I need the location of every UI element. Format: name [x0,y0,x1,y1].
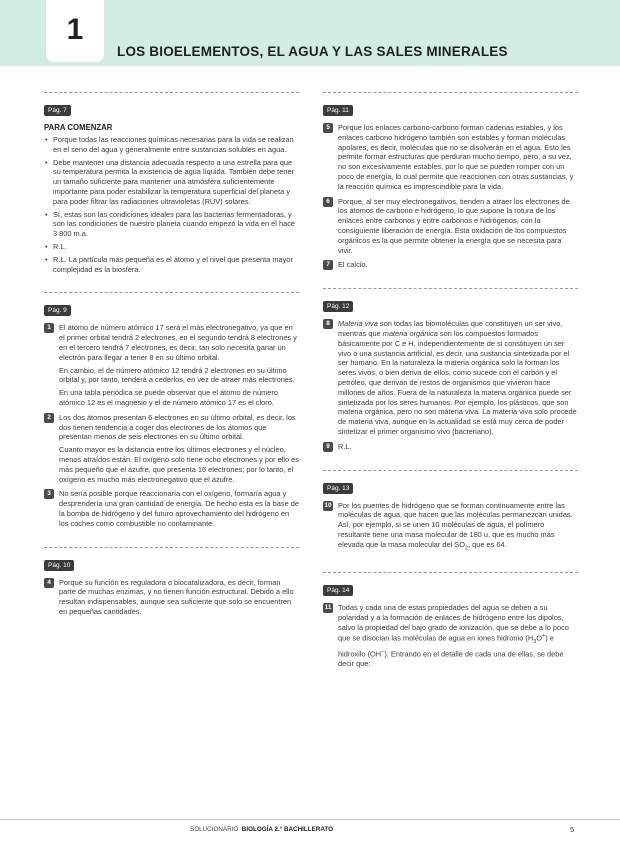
answer-text: El átomo de número atómico 17 será el más electronegativo, ya que en el primer orbital tendrá 2 electrones, en el segundo tendrá 8 electrones y en el tercero tendrá 7 electrones, es decir, tan solo necesita ganar un electrón para llegar a tener 8 en su último orbital. [59,323,297,362]
answer-text: En una tabla periódica se puede observar que el átomo de número atómico 12 es el magnesio y el de número atómico 17 es el cloro. [59,388,278,407]
section-divider [323,92,578,93]
section-divider [44,292,299,293]
text-run: ). Entrando en el detalle de cada una de ellas, se debe decir que: [338,649,564,669]
list-item: • R.L. [44,242,299,252]
answer-text: Los dos átomos presentan 6 electrones en su último orbital, es decir, los dos tienen tendencia a coger dos electrones de los átomos que presentan menos de seis electrones en su último orbital. [59,412,296,442]
item-number: 3 [44,489,54,499]
answer-item [323,123,578,192]
section-divider [323,572,578,573]
answer-item [44,578,299,617]
section-pag-13 [323,470,578,554]
answer-text: Porque, al ser muy electronegativos, tienden a atraer los electrones de los átomos de carbono e hidrógeno, lo que supone la rotura de los enlaces entre carbonos y entre carbonos e hidrógenos, con la consiguiente liberación de energía. Esta oxidación de los compuestos orgánicos es la que permite obtener la energía que se necesita para vivir. [338,196,570,255]
footer-label: SOLUCIONARIO [190,826,239,833]
section-divider [323,470,578,471]
section-pag-14 [323,572,578,669]
footer-divider [0,819,620,820]
section-pag-7 [44,92,299,274]
term-materia-viva: Materia viva [338,319,378,329]
answer-item [323,603,578,669]
text-run: son los compuestos formados básicamente por C e H, independientemente de si constituyen un ser vivo o una sustancia artificial, es decir, una sustancia sintetizada por el ser humano. En la naturaleza la materia orgánica solo la forman los seres vivos, o bien deriva de ellos, como sucede con el carbón y el petróleo, que derivan de restos de organismos que vivieron hace millones de años. Fuera de la naturaleza la materia orgánica puede ser sintetizada por los seres humanos. Por ejemplo, los plásticos, que son materia orgánica, pero no son materia viva. La materia viva solo procede de materia viva, aunque en la actualidad se está muy cerca de poder sintetizar el primer organismo vivo (bacteriano). [338,328,577,436]
superscript: + [541,633,546,640]
bullet-list [44,135,299,274]
item-number: 4 [44,578,54,588]
answer-text: Porque los enlaces carbono-carbono forman cadenas estables, y los enlaces carbono hidrógeno también son estables y forman moléculas apolares, es decir, moléculas que no se disolverán en el agua. Esto les permite formar estructuras que perduran mucho tiempo, pero, a su vez, no son excesivamente estables, por lo que se pueden romper con un poco de energía, lo cual permite que reaccionen con otras sustancias, y la reacción química es imprescindible para la vida. [338,123,574,191]
list-item: • Porque todas las reacciones químicas necesarias para la vida se realizan en el seno del agua y generalmente entre sustancias solubles en agua. [44,135,299,155]
answer-item [323,442,578,452]
answer-text [338,501,578,554]
item-number: 7 [323,260,333,270]
section-divider [44,547,299,548]
answer-item [44,323,299,407]
text-run: , que es 64. [468,539,507,549]
page-tag: Pág. 13 [323,483,353,494]
answer-text: No sería posible porque reaccionaría con el oxígeno, formaría agua y desprendería una gran cantidad de energía. De hecho esta es la base de la bomba de hidrógeno y del futuro aprovechamiento del hidrógeno en los coches como combustible no contaminante. [59,489,299,528]
text-run: Por los puentes de hidrógeno que se forman continuamente entre las moléculas de agua, que hacen que las moléculas permanezcan unidas. Así, por ejemplo, si se unen 10 moléculas de agua, el polímero resultante tiene una masa molecular de 180 u, que es mucho más elevada que la masa molecular del SO [338,500,573,549]
answer-item [323,319,578,437]
section-pag-9 [44,292,299,528]
answer-text [338,603,578,669]
list-item: • Sí, estas son las condiciones ideales para las bacterias fermentadoras, y son las condiciones de nuestro planeta cuando empezó la vida en él hace 3 800 m.a. [44,210,299,239]
answer-item [44,489,299,528]
superscript: − [381,649,385,656]
answer-text: Porque su función es reguladora o biocatalizadora, es decir, forman parte de muchas enzimas, y no tienen función estructural. Debido a ello resultan indispensables, aunque sea suficiente que solo se encuentren en pequeñas cantidades. [59,577,294,616]
page-tag: Pág. 10 [44,560,74,571]
item-number: 11 [324,603,332,611]
item-number: 2 [44,413,54,423]
subscript: 2 [464,545,469,552]
answer-item [323,501,578,554]
answer-text: R.L. [338,441,352,451]
list-item: • Debe mantener una distancia adecuada respecto a una estrella para que su temperatura permita la existencia de agua líquida. También debe tener un tamaño suficiente para mantener una atmósfera suficientemente importante para poder estabilizar la temperatura superficial del planeta y para poder filtrar las radiaciones ultravioletas (RUV) solares. [44,158,299,207]
item-number: 8 [323,319,333,329]
text-run: ) e hidroxilo (OH [338,633,554,659]
page-number: 5 [570,825,575,834]
page-tag: Pág. 12 [323,301,353,312]
text-run: O [536,633,542,643]
page-tag: Pág. 14 [323,585,353,596]
section-divider [44,92,299,93]
right-column [323,92,578,679]
item-number: 6 [323,197,333,207]
list-item: • R.L. La partícula más pequeña es el átomo y el nivel que presenta mayor complejidad es la biosfera. [44,255,299,275]
item-number: 10 [324,501,332,509]
answer-item [44,413,299,485]
item-number: 5 [323,123,333,133]
text-run: Todas y cada una de estas propiedades del agua se deben a su polaridad y a la formación de enlaces de hidrógeno entre los dipolos, salvo la propiedad del bajo grado de ionización, que se debe a lo poco que se disocian las moléculas de agua en iones hidronio (H [338,602,569,643]
section-pag-11 [323,92,578,270]
chapter-number: 1 [46,0,104,62]
footer [190,826,333,833]
page-tag: Pág. 11 [323,105,353,116]
answer-text: En cambio, el de número atómico 12 tendrá 2 electrones en su último orbital y, por tanto, tenderá a cederlos, en vez de atraer más electrones. [59,365,295,385]
text-run: son todas las biomoléculas que constituyen un ser vivo, mientras que [338,319,563,338]
subscript: 3 [533,639,537,646]
page-tag: Pág. 9 [44,305,71,316]
answer-text: El calcio. [338,260,368,270]
section-pag-12 [323,288,578,451]
section-pag-10 [44,547,299,617]
section-divider [323,288,578,289]
answer-text [338,319,578,437]
page-tag: Pág. 7 [44,105,71,116]
item-number: 1 [44,323,54,333]
chapter-title: LOS BIOELEMENTOS, EL AGUA Y LAS SALES MINERALES [117,44,508,59]
item-number: 9 [323,442,333,452]
answer-item [323,197,578,256]
left-column [44,92,299,627]
answer-text: Cuanto mayor es la distancia entre los últimos electrones y el núcleo, menos atraídos están. El oxígeno solo tiene ocho electrones y por ello es más pequeño que el azufre, que presenta 16 electrones; por lo tanto, el oxígeno es mucho más electronegativo que el azufre. [59,445,299,484]
section-heading: PARA COMENZAR [44,123,113,132]
term-materia-organica: materia orgánica [382,328,438,338]
footer-book-title: BIOLOGÍA 2.° BACHILLERATO [241,826,334,833]
answer-item [323,260,578,270]
